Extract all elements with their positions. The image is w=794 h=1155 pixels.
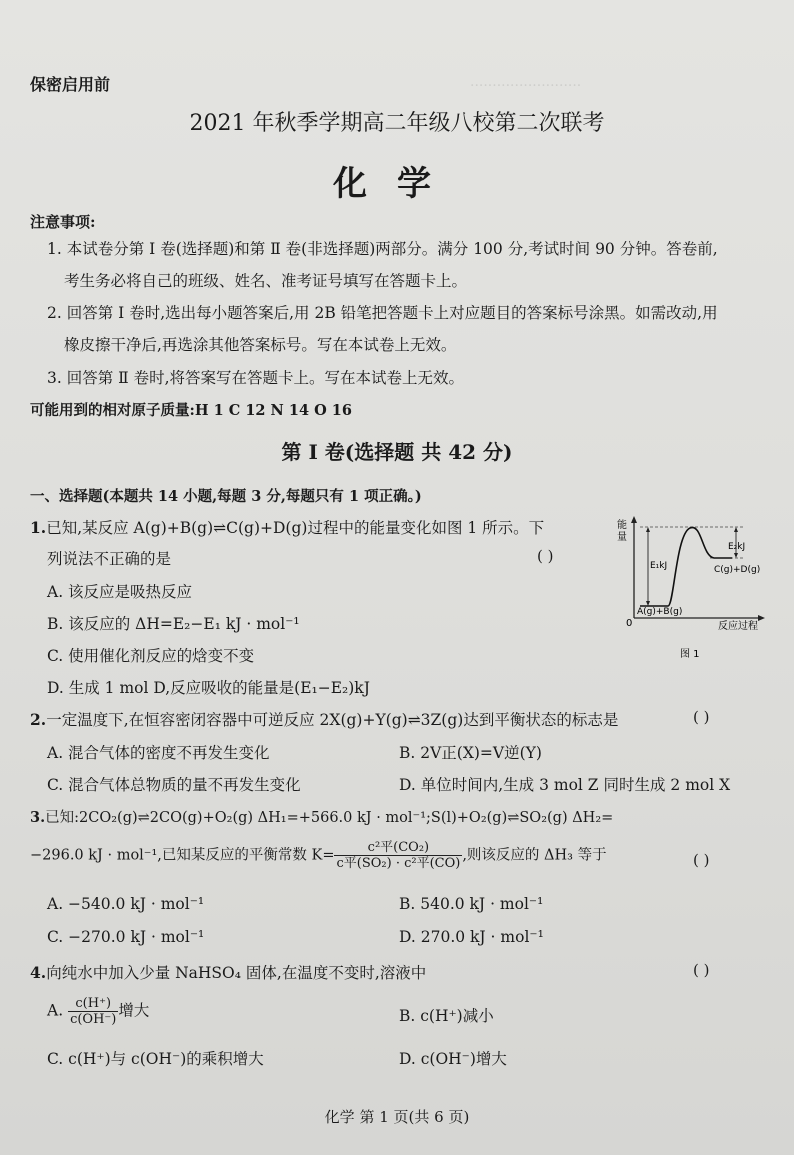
x-axis-label: 反应过程 bbox=[718, 621, 758, 632]
q1-option-b: B. 该反应的 ΔH=E₂−E₁ kJ · mol⁻¹ bbox=[47, 615, 300, 633]
q1-stem-1: 已知,某反应 A(g)+B(g)⇌C(g)+D(g)过程中的能量变化如图 1 所示。下 bbox=[46, 519, 545, 537]
y-axis-arrow bbox=[631, 516, 637, 523]
q4-option-d: D. c(OH⁻)增大 bbox=[399, 1050, 507, 1068]
q4-option-a-numerator: c(H⁺) bbox=[68, 996, 118, 1012]
part-heading: 一、选择题(本题共 14 小题,每题 3 分,每题只有 1 项正确。) bbox=[30, 488, 422, 505]
confidential-label: 保密启用前 bbox=[30, 75, 111, 94]
e1-arrow-top bbox=[646, 527, 650, 532]
q3-k-numerator: c²平(CO₂) bbox=[334, 840, 462, 856]
q3-stem-2b: ,则该反应的 ΔH₃ 等于 bbox=[462, 847, 607, 864]
note-line-5: 3. 回答第 Ⅱ 卷时,将答案写在答题卡上。写在本试卷上无效。 bbox=[47, 369, 465, 387]
note-line-2: 考生务必将自己的班级、姓名、准考证号填写在答题卡上。 bbox=[64, 272, 468, 290]
note-line-4: 橡皮擦干净后,再选涂其他答案标号。写在本试卷上无效。 bbox=[64, 336, 457, 354]
q4-option-a-suffix: 增大 bbox=[118, 1001, 150, 1020]
atomic-masses: 可能用到的相对原子质量:H 1 C 12 N 14 O 16 bbox=[30, 402, 352, 419]
q3-stem-1: 已知:2CO₂(g)⇌2CO(g)+O₂(g) ΔH₁=+566.0 kJ · mol⁻¹;S(l)+O₂(g)⇌SO₂(g) ΔH₂= bbox=[45, 810, 614, 826]
q4-option-a-prefix: A. bbox=[47, 1001, 64, 1020]
q1-option-c: C. 使用催化剂反应的焓变不变 bbox=[47, 647, 255, 665]
q2-option-d: D. 单位时间内,生成 3 mol Z 同时生成 2 mol X bbox=[399, 776, 731, 794]
q3-option-c: C. −270.0 kJ · mol⁻¹ bbox=[47, 928, 205, 946]
q1-option-a: A. 该反应是吸热反应 bbox=[47, 583, 193, 601]
q4-option-a-fraction bbox=[68, 996, 118, 1027]
q3-option-b: B. 540.0 kJ · mol⁻¹ bbox=[399, 895, 544, 913]
products-label: C(g)+D(g) bbox=[714, 565, 761, 575]
q2-number: 2. bbox=[30, 710, 47, 729]
q2-option-a: A. 混合气体的密度不再发生变化 bbox=[47, 744, 270, 762]
q2-stem: 一定温度下,在恒容密闭容器中可逆反应 2X(g)+Y(g)⇌3Z(g)达到平衡状态的标志是 bbox=[46, 711, 619, 729]
q4-option-a-denominator: c(OH⁻) bbox=[70, 1012, 117, 1027]
e1-label: E₁kJ bbox=[650, 561, 668, 571]
q4-option-c: C. c(H⁺)与 c(OH⁻)的乘积增大 bbox=[47, 1050, 264, 1068]
x-axis-arrow bbox=[758, 615, 765, 621]
subject-title: 化学 bbox=[333, 164, 461, 204]
e2-arrow-bottom bbox=[734, 553, 738, 558]
bleed-through-text: ························· bbox=[470, 78, 582, 94]
q2-answer-paren: ( ) bbox=[693, 708, 710, 726]
q4-stem-line bbox=[30, 961, 426, 983]
exam-title: 2021 年秋季学期高二年级八校第二次联考 bbox=[189, 111, 605, 136]
q1-stem-2: 列说法不正确的是 bbox=[47, 550, 172, 568]
q3-stem-line-2 bbox=[30, 840, 607, 871]
q1-option-d: D. 生成 1 mol D,反应吸收的能量是(E₁−E₂)kJ bbox=[47, 679, 370, 697]
y-label-2: 量 bbox=[617, 532, 627, 543]
q1-number: 1. bbox=[30, 518, 47, 537]
q3-stem-2a: −296.0 kJ · mol⁻¹,已知某反应的平衡常数 K= bbox=[30, 847, 335, 864]
q2-option-b: B. 2V正(X)=V逆(Y) bbox=[399, 744, 542, 762]
q3-option-d: D. 270.0 kJ · mol⁻¹ bbox=[399, 928, 544, 946]
y-label-1: 能 bbox=[617, 520, 627, 531]
q1-answer-paren: ( ) bbox=[537, 547, 554, 565]
q4-number: 4. bbox=[30, 963, 47, 982]
q2-stem-line bbox=[30, 708, 618, 730]
section-title: 第 Ⅰ 卷(选择题 共 42 分) bbox=[281, 440, 513, 464]
q4-stem: 向纯水中加入少量 NaHSO₄ 固体,在温度不变时,溶液中 bbox=[46, 964, 427, 982]
reactants-label: A(g)+B(g) bbox=[637, 607, 683, 617]
q3-stem-line-1 bbox=[30, 806, 613, 827]
q3-k-denominator: c平(SO₂) · c²平(CO) bbox=[336, 856, 461, 871]
e2-arrow-top bbox=[734, 527, 738, 532]
q3-k-fraction bbox=[334, 840, 462, 871]
notes-heading: 注意事项: bbox=[30, 213, 96, 231]
note-line-1: 1. 本试卷分第 Ⅰ 卷(选择题)和第 Ⅱ 卷(非选择题)两部分。满分 100 分,考试时间 90 分钟。答卷前, bbox=[47, 240, 718, 258]
figure-caption: 图 1 bbox=[680, 649, 700, 660]
note-line-3: 2. 回答第 Ⅰ 卷时,选出每小题答案后,用 2B 铅笔把答题卡上对应题目的答案标号涂黑。如需改动,用 bbox=[47, 304, 718, 322]
q4-option-a bbox=[47, 996, 149, 1027]
q3-number: 3. bbox=[30, 809, 46, 826]
energy-diagram bbox=[610, 512, 794, 662]
page-footer: 化学 第 1 页(共 6 页) bbox=[324, 1108, 470, 1126]
q2-option-c: C. 混合气体总物质的量不再发生变化 bbox=[47, 776, 301, 794]
q3-answer-paren: ( ) bbox=[693, 851, 710, 869]
q1-stem-line-1 bbox=[30, 516, 544, 538]
origin-label: 0 bbox=[626, 618, 633, 629]
e2-label: E₂kJ bbox=[728, 542, 746, 552]
q3-option-a: A. −540.0 kJ · mol⁻¹ bbox=[47, 895, 205, 913]
q4-option-b: B. c(H⁺)减小 bbox=[399, 1007, 494, 1025]
q4-answer-paren: ( ) bbox=[693, 961, 710, 979]
